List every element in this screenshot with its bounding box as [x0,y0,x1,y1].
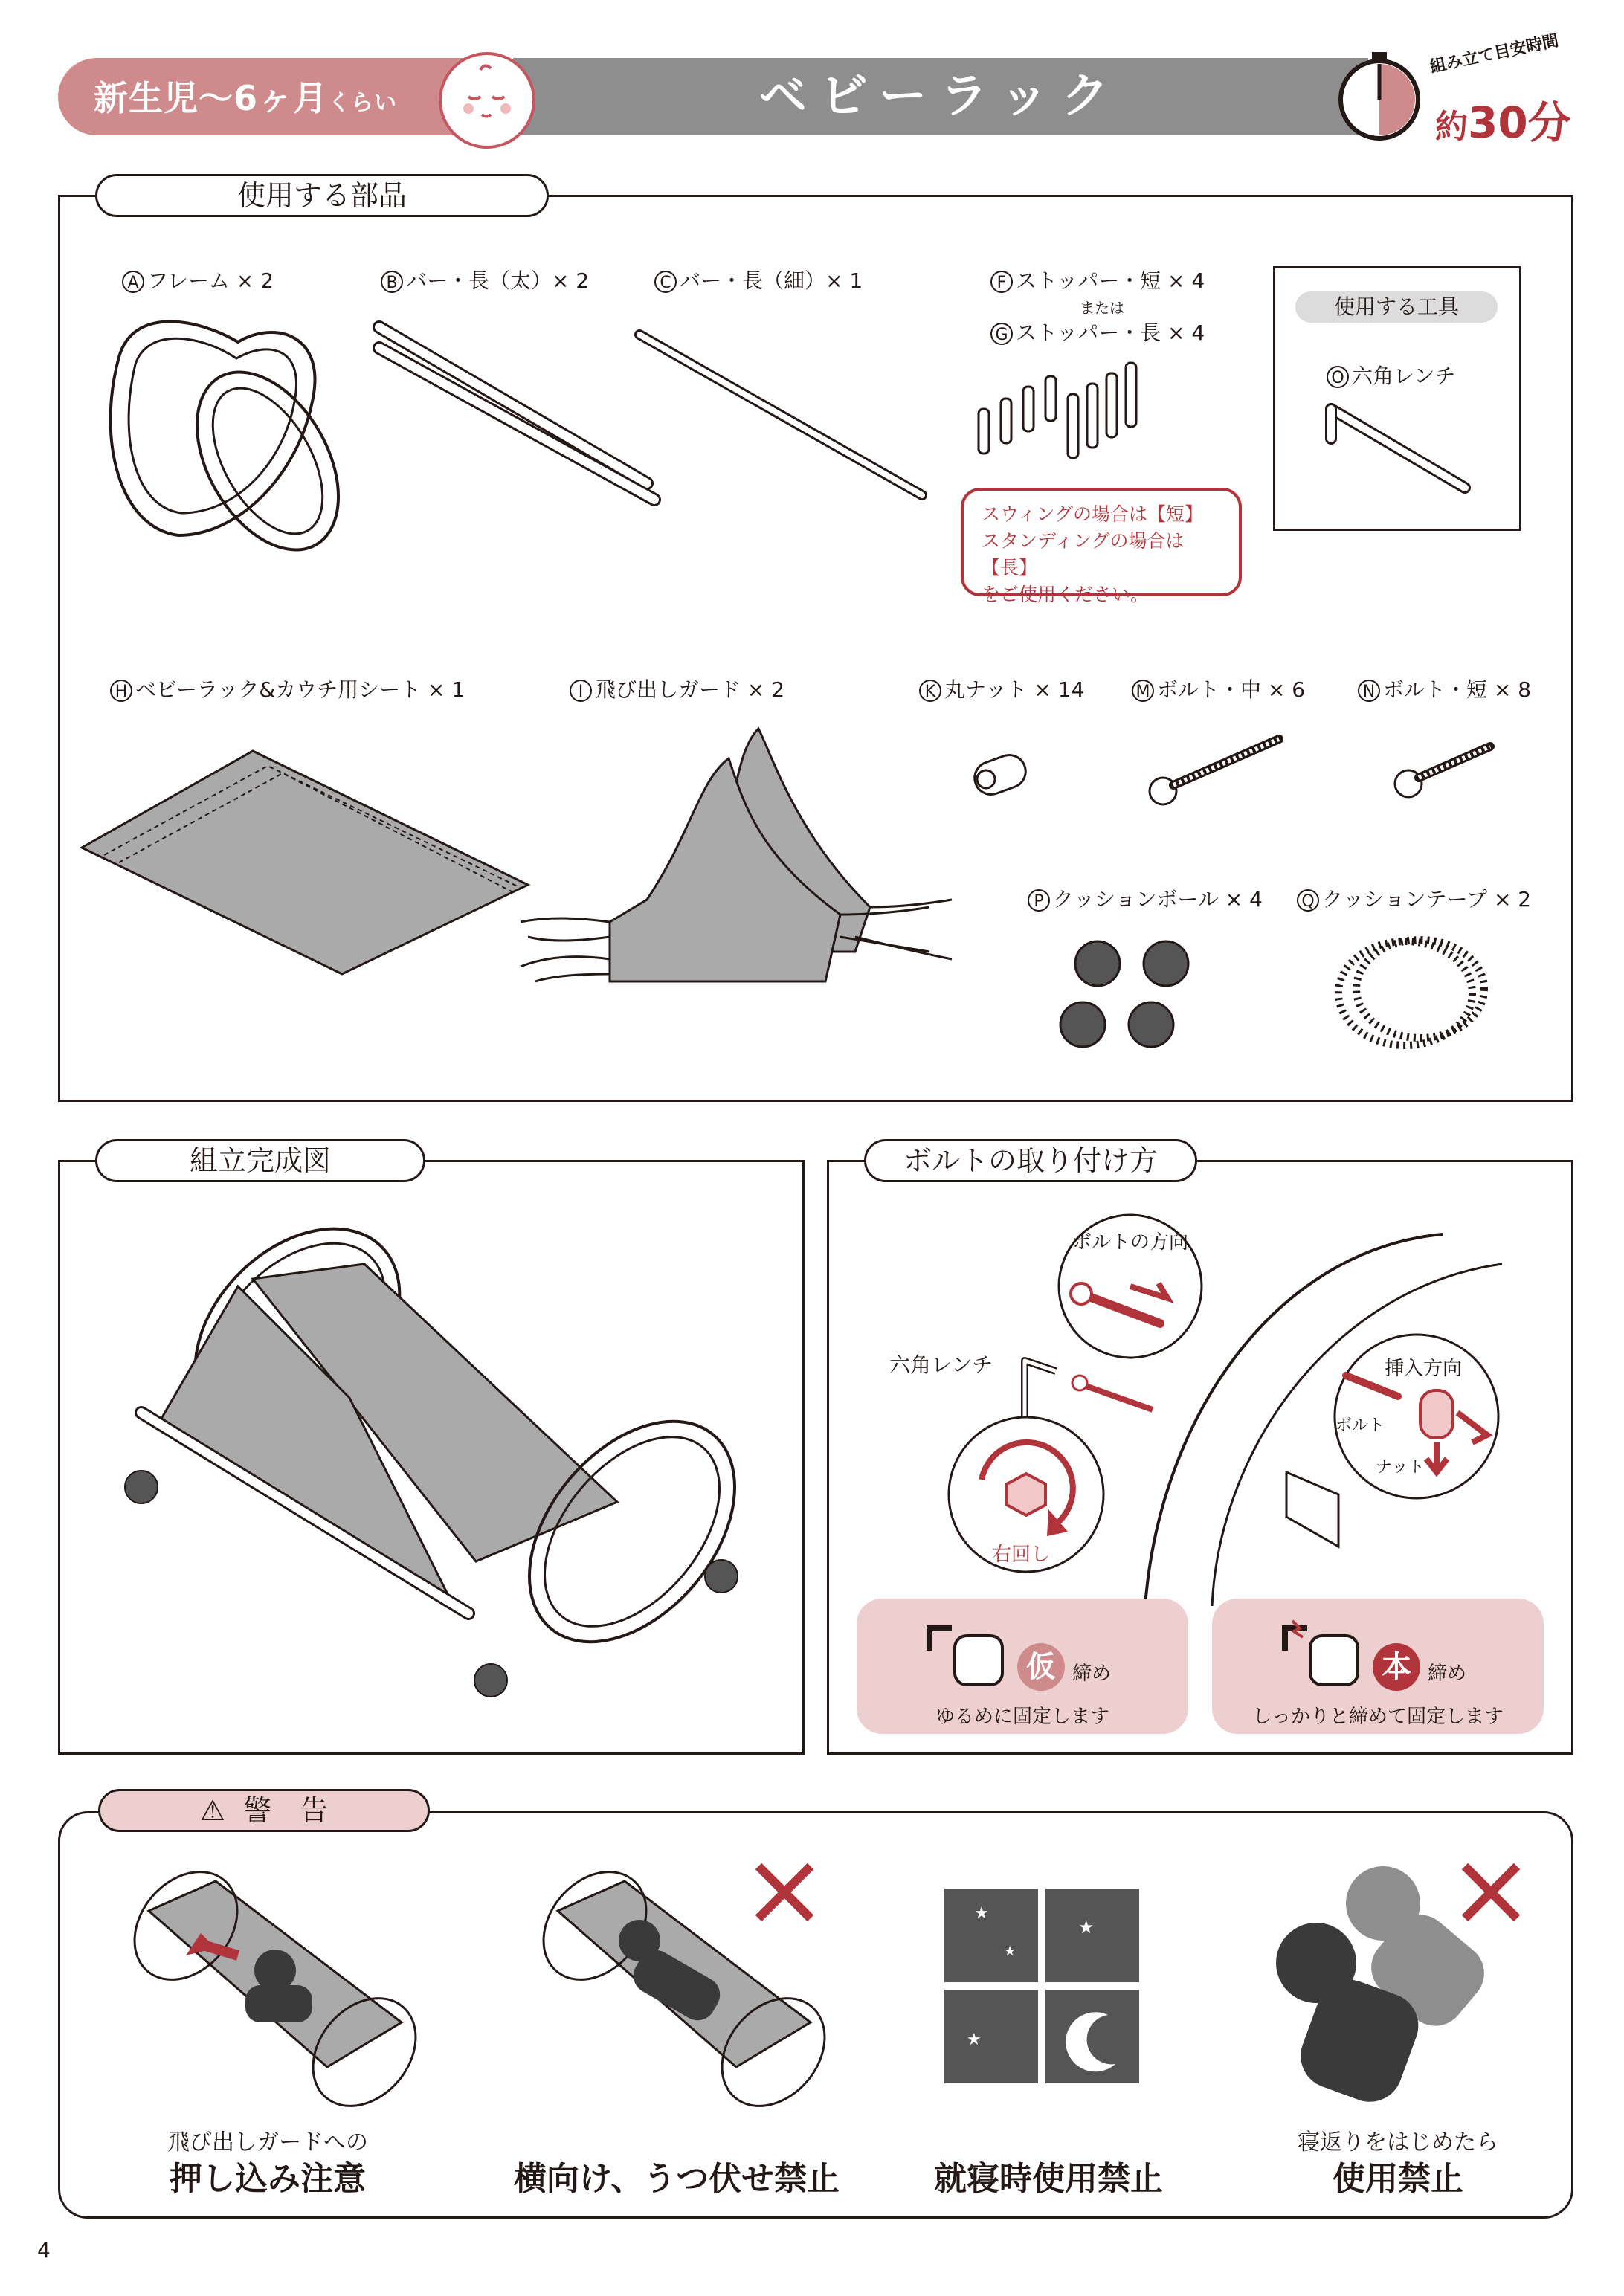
baby-face-icon [439,52,535,149]
insert-direction-label: 挿入方向 [1385,1358,1463,1380]
warning-push-illustration [104,1859,431,2104]
warning-4-large: 使用禁止 [1333,2160,1463,2198]
warning-3-large: 就寝時使用禁止 [934,2160,1163,2198]
bolt-direction-label: ボルトの方向 [1072,1231,1189,1254]
temp-desc: ゆるめに固定します [935,1706,1109,1728]
final-desc: しっかりと締めて固定します [1251,1706,1504,1728]
part-label-c: C バー・長（細）× 1 [654,265,863,294]
round-nut-illustration [967,744,1034,803]
final-badge: 本 [1373,1643,1420,1691]
part-label-g: G ストッパー・長 × 4 [990,317,1205,346]
time-value: 約30分 [1435,97,1571,148]
part-label-i: I 飛び出しガード × 2 [570,674,784,703]
page-number: 4 [37,2238,51,2263]
part-label-k: K 丸ナット × 14 [919,674,1084,703]
part-label-a: A フレーム × 2 [122,265,274,294]
svg-text:★: ★ [1004,1944,1016,1959]
tool-label-o: O 六角レンチ [1327,360,1455,390]
page-title: ベビーラック [758,69,1123,124]
temp-tighten-card [857,1599,1188,1734]
part-label-f: F ストッパー・短 × 4 [990,265,1205,294]
assembled-title: 組立完成図 [95,1139,425,1182]
temp-badge: 仮 [1017,1643,1065,1691]
warning-4-small: 寝返りをはじめたら [1298,2129,1498,2155]
part-label-p: P クッションボール × 4 [1028,883,1263,913]
temp-suffix: 締め [1072,1663,1112,1685]
parts-title: 使用する部品 [95,174,549,217]
seat-sheet-illustration [74,736,550,981]
or-text: または [1080,299,1124,317]
hand-wrench-icon [1277,1621,1367,1688]
part-label-h: H ベビーラック&カウチ用シート × 1 [110,674,465,703]
cushion-balls-illustration [1056,937,1219,1056]
part-label-n: N ボルト・短 × 8 [1358,674,1531,703]
svg-text:★: ★ [1078,1917,1095,1938]
bolt-small-icon [1071,1368,1160,1413]
stopwatch-icon [1335,52,1424,141]
bolt-short-illustration [1391,736,1502,803]
age-suffix: くらい [328,90,398,116]
part-label-q: Q クッションテープ × 2 [1297,883,1531,913]
age-label: 新生児～6ヶ月くらい [94,78,398,118]
cushion-tape-illustration [1331,926,1495,1060]
guard-illustration [513,729,959,1011]
warning-1-small: 飛び出しガードへの [167,2129,368,2155]
hand-wrench-icon [922,1621,1011,1688]
svg-text:★: ★ [967,2031,982,2049]
wrench-label: 六角レンチ [889,1352,993,1377]
part-label-m: M ボルト・中 × 6 [1132,674,1305,703]
time-caption: 組み立て目安時間 [1428,31,1561,77]
warning-rollover-illustration [1264,1851,1547,2126]
assembled-rack-illustration [97,1205,766,1695]
bolt-label: ボルト [1335,1416,1385,1435]
warning-2-large: 横向け、うつ伏せ禁止 [513,2160,840,2198]
bolt-medium-illustration [1145,736,1286,810]
hex-wrench-illustration [1316,402,1480,513]
stoppers-illustration [974,357,1153,491]
warning-prone-illustration [513,1859,840,2104]
warning-1-large: 押し込み注意 [170,2160,366,2198]
stopper-note: スウィングの場合は【短】 スタンディングの場合は【長】 をご使用ください。 [961,488,1242,596]
tool-box-title: 使用する工具 [1295,291,1498,323]
frame-illustration [89,290,342,565]
warning-title: ⚠ 警 告 [98,1789,430,1832]
bolt-title: ボルトの取り付け方 [864,1139,1197,1182]
svg-text:★: ★ [974,1904,989,1923]
part-label-b: B バー・長（太）× 2 [381,265,589,294]
final-suffix: 締め [1428,1663,1467,1685]
night-window-illustration [944,1889,1145,2089]
nut-label: ナット [1376,1458,1425,1477]
final-tighten-card [1212,1599,1544,1734]
rotate-label: 右回し [992,1544,1051,1566]
warning-triangle-icon: ⚠ [199,1794,225,1827]
thin-bar-illustration [625,320,937,513]
